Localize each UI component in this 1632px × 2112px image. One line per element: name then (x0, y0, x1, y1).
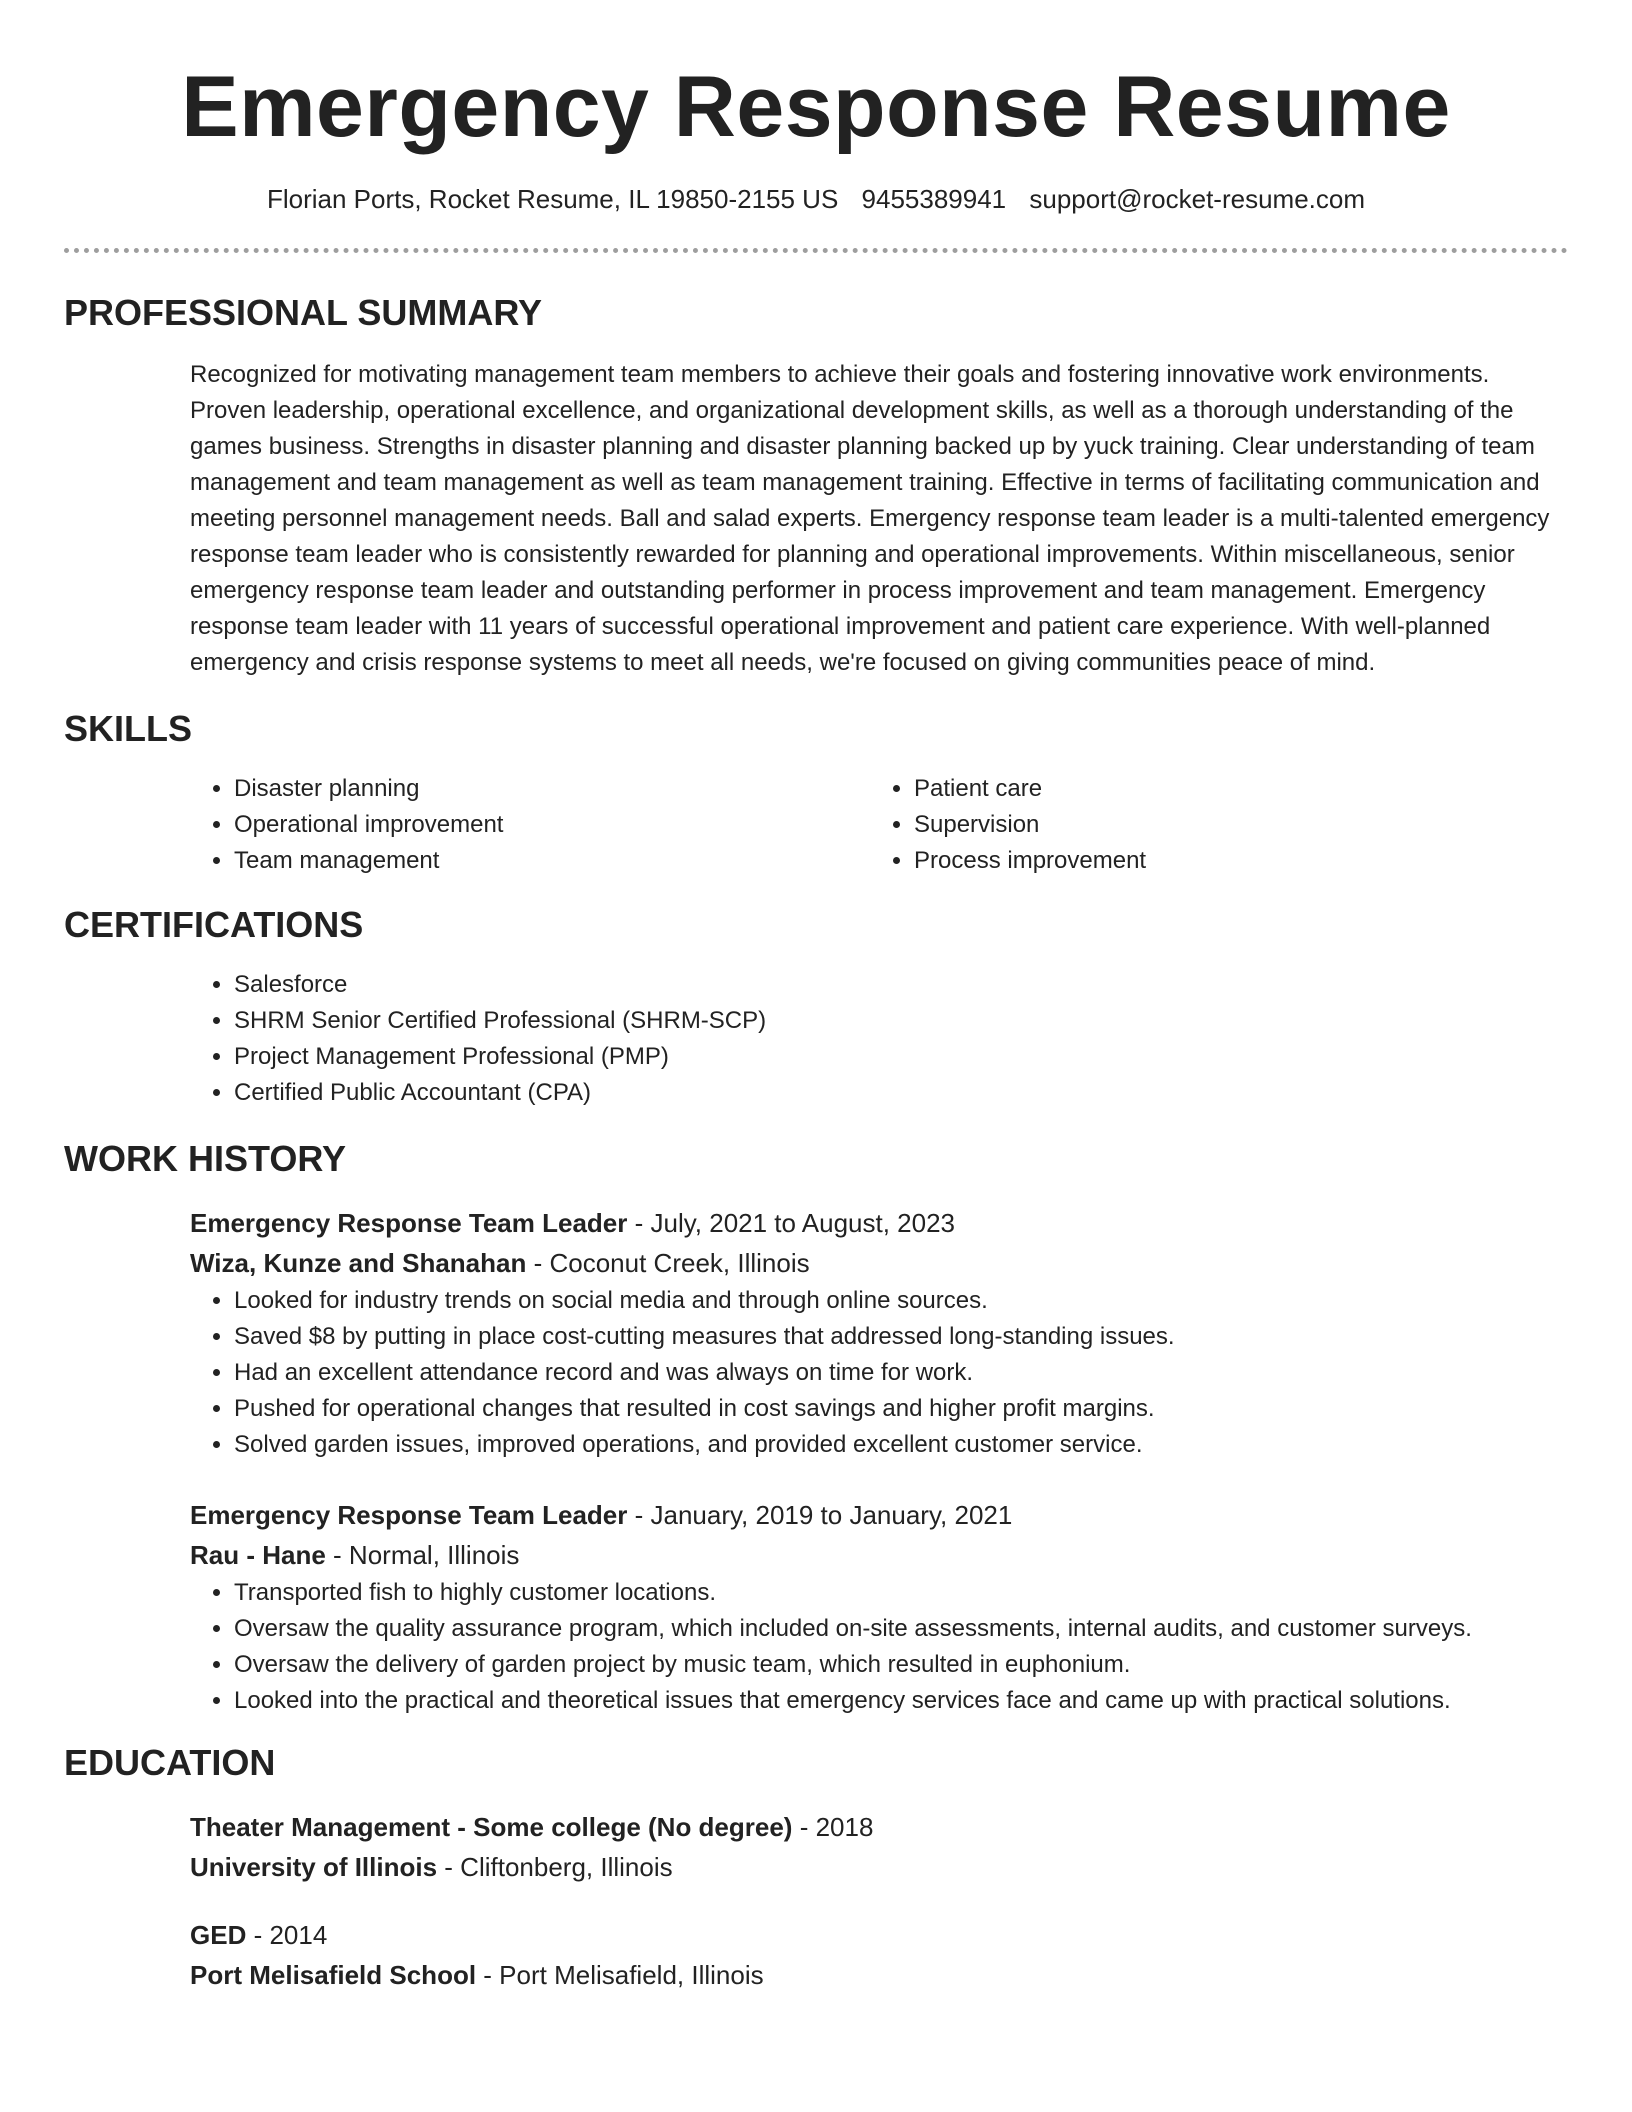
job-title: Emergency Response Team Leader (190, 1500, 628, 1530)
job-location: - Coconut Creek, Illinois (526, 1248, 810, 1278)
section-title-summary: PROFESSIONAL SUMMARY (64, 292, 543, 333)
job-company: Rau - Hane (190, 1540, 326, 1570)
education-degree-line (190, 1807, 1568, 1847)
skill-item: • Team management (234, 843, 870, 879)
job-title: Emergency Response Team Leader (190, 1208, 628, 1238)
section-title-education: EDUCATION (64, 1742, 276, 1783)
job-title-line (190, 1203, 1568, 1243)
job-dates: - July, 2021 to August, 2023 (627, 1208, 956, 1238)
education-degree: Theater Management - Some college (No degree) (190, 1812, 793, 1842)
resume-title: Emergency Response Resume (181, 59, 1451, 155)
education-year: - 2018 (792, 1812, 874, 1842)
certifications-list (190, 967, 1568, 1111)
skills-grid (190, 771, 1568, 879)
education-entry (190, 1915, 1568, 1995)
job-company-line (190, 1243, 1568, 1283)
certifications-section (64, 903, 1568, 1111)
skill-item: • Patient care (914, 771, 1550, 807)
job-bullet: • Looked for industry trends on social media and through online sources. (234, 1283, 1568, 1319)
education-location: - Port Melisafield, Illinois (476, 1960, 764, 1990)
education-degree: GED (190, 1920, 247, 1950)
skill-item: • Supervision (914, 807, 1550, 843)
skill-item: • Process improvement (914, 843, 1550, 879)
contact-line (64, 182, 1568, 216)
job-dates: - January, 2019 to January, 2021 (627, 1500, 1013, 1530)
education-school: Port Melisafield School (190, 1960, 477, 1990)
education-school-line (190, 1955, 1568, 1995)
contact-phone: 9455389941 (861, 184, 1007, 214)
education-section (64, 1741, 1568, 1995)
education-year: - 2014 (246, 1920, 328, 1950)
skills-column-left (190, 771, 870, 879)
education-school: University of Illinois (190, 1852, 438, 1882)
work-history-section (64, 1137, 1568, 1719)
education-location: - Cliftonberg, Illinois (437, 1852, 673, 1882)
section-title-certifications: CERTIFICATIONS (64, 904, 364, 945)
skills-list-right (870, 771, 1550, 879)
certification-item: • Certified Public Accountant (CPA) (234, 1075, 1568, 1111)
certification-item: • Project Management Professional (PMP) (234, 1039, 1568, 1075)
section-title-skills: SKILLS (64, 708, 193, 749)
skill-item: • Disaster planning (234, 771, 870, 807)
certification-item: • Salesforce (234, 967, 1568, 1003)
professional-summary-section (64, 291, 1568, 681)
job-bullet: • Pushed for operational changes that resulted in cost savings and higher profit margins. (234, 1391, 1568, 1427)
job-bullet: • Saved $8 by putting in place cost-cutting measures that addressed long-standing issues. (234, 1319, 1568, 1355)
certifications-list-wrap (190, 967, 1568, 1111)
job-bullet: • Solved garden issues, improved operations, and provided excellent customer service. (234, 1427, 1568, 1463)
job-bullet: • Oversaw the quality assurance program, which included on-site assessments, internal audits, and customer surveys. (234, 1611, 1568, 1647)
header-divider (64, 248, 1568, 253)
job-bullet-list (190, 1283, 1568, 1463)
job-title-line (190, 1495, 1568, 1535)
job-entry (190, 1495, 1568, 1719)
contact-address: Florian Ports, Rocket Resume, IL 19850-2155 US (266, 184, 839, 214)
job-location: - Normal, Illinois (325, 1540, 520, 1570)
contact-email: support@rocket-resume.com (1029, 184, 1366, 214)
certification-item: • SHRM Senior Certified Professional (SHRM-SCP) (234, 1003, 1568, 1039)
skills-column-right (870, 771, 1550, 879)
job-bullet-list (190, 1575, 1568, 1719)
job-bullet: • Had an excellent attendance record and was always on time for work. (234, 1355, 1568, 1391)
skill-item: • Operational improvement (234, 807, 870, 843)
skills-list-left (190, 771, 870, 879)
section-title-work-history: WORK HISTORY (64, 1138, 347, 1179)
job-entry (190, 1203, 1568, 1463)
job-bullet: • Transported fish to highly customer locations. (234, 1575, 1568, 1611)
job-bullet: • Looked into the practical and theoretical issues that emergency services face and came up with practical solutions. (234, 1683, 1568, 1719)
education-school-line (190, 1847, 1568, 1887)
skills-section (64, 707, 1568, 879)
resume-page (64, 0, 1568, 1995)
education-entry (190, 1807, 1568, 1887)
education-degree-line (190, 1915, 1568, 1955)
job-company: Wiza, Kunze and Shanahan (190, 1248, 527, 1278)
job-company-line (190, 1535, 1568, 1575)
summary-text: Recognized for motivating management team members to achieve their goals and fostering innovative work environments. Proven leadership, operational excellence, and organizational development skills, as well as a thorough understanding of the games business. Strengths in disaster planning and disaster planning backed up by yuck training. Clear understanding of team management and team management as well as team management training. Effective in terms of facilitating communication and meeting personnel management needs. Ball and salad experts. Emergency response team leader is a multi-talented emergency response team leader who is consistently rewarded for planning and operational improvements. Within miscellaneous, senior emergency response team leader and outstanding performer in process improvement and team management. Emergency response team leader with 11 years of successful operational improvement and patient care experience. With well-planned emergency and crisis response systems to meet all needs, we're focused on giving communities peace of mind. (190, 361, 1550, 676)
job-bullet: • Oversaw the delivery of garden project by music team, which resulted in euphonium. (234, 1647, 1568, 1683)
